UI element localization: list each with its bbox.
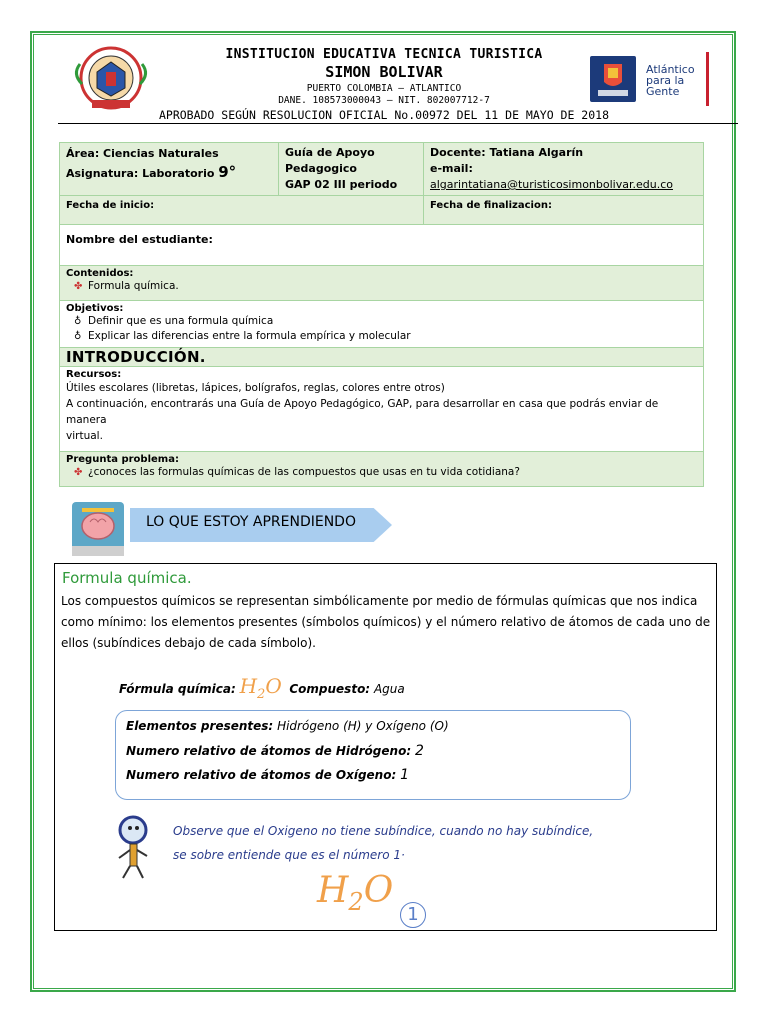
introduccion-heading: INTRODUCCIÓN. [66,348,206,366]
hidrogeno-value: 2 [414,743,424,759]
formula-title: Formula química. [62,569,192,587]
formula-line [119,674,405,702]
banner-text: LO QUE ESTOY APRENDIENDO [146,514,356,530]
info-table [59,142,704,487]
elementos-value: Hidrógeno (H) y Oxígeno (O) [277,719,449,733]
asignatura-label: Asignatura: Laboratorio [66,167,215,180]
gov-text-3: Gente [646,85,680,98]
formula-h2o [239,674,282,702]
government-logo [590,56,710,106]
objetivo-text-1: Definir que es una formula química [88,315,274,327]
pedagogico-label: Pedagogico [285,162,357,175]
bullet-arrows-icon: ✤ [74,467,83,478]
lightbulb-icon: ♁ [74,316,82,327]
compuesto-value: Agua [373,682,405,696]
contenido-text: Formula química. [88,280,179,292]
contenidos-label: Contenidos: [66,268,134,279]
objetivo-item-1 [66,314,697,329]
fecha-inicio-label: Fecha de inicio: [66,200,155,211]
formula-o: O [265,674,282,698]
objetivo-item-2 [66,329,697,344]
area-label: Área: Ciencias Naturales [66,147,219,160]
contenidos-cell [60,266,704,301]
header-school-name: SIMON BOLIVAR [325,63,443,81]
brain-icon [72,502,124,550]
email-label: e-mail: [430,162,473,175]
docente-cell [424,143,704,196]
gov-text-1: Atlántico [646,63,695,76]
formula-sub2: 2 [257,687,266,702]
pregunta-text: ¿conoces las formulas químicas de las compuestos que usas en tu vida cotidiana? [88,466,520,478]
recursos-text-3: virtual. [66,430,103,442]
nombre-cell [60,225,704,266]
objetivos-cell [60,301,704,348]
hidrogeno-label: Numero relativo de átomos de Hidrógeno: [126,744,412,758]
oxigeno-row [126,767,409,783]
formula-paragraph: Los compuestos químicos se representan simbólicamente por medio de fórmulas químicas que nos indica como mínimo: los elementos presentes (símbolos químicos) y el número relativo de átomos de cada uno de ellos (subíndices debajo de cada símbolo). [61,594,711,650]
gov-text-2: para la [646,74,685,87]
fecha-fin-cell [424,196,704,225]
pregunta-item [66,465,697,480]
fecha-inicio-cell [60,196,424,225]
header-location: PUERTO COLOMBIA – ATLANTICO [306,83,462,94]
magnifier-character-icon [115,814,159,884]
observation-line-1: Observe que el Oxigeno no tiene subíndice, cuando no hay subíndice, [173,824,594,838]
big-h2o-formula [317,870,393,916]
nombre-label: Nombre del estudiante: [66,233,213,246]
hidrogeno-row [126,743,424,759]
gap-label: GAP 02 III periodo [285,178,398,191]
recursos-label: Recursos: [66,369,122,380]
circled-subscript-one: 1 [400,902,426,928]
fecha-fin-label: Fecha de finalizacion: [430,200,552,211]
gov-red-bar [706,52,709,106]
objetivos-label: Objetivos: [66,303,124,314]
lightbulb-icon: ♁ [74,331,82,342]
docente-label: Docente: Tatiana Algarín [430,146,584,159]
header-divider [58,123,738,124]
objetivo-text-2: Explicar las diferencias entre la formula empírica y molecular [88,330,411,342]
pregunta-label: Pregunta problema: [66,454,179,465]
guia-cell [279,143,424,196]
area-cell [60,143,279,196]
recursos-text-2: A continuación, encontrarás una Guía de Apoyo Pedagógico, GAP, para desarrollar en casa que podrás enviar de manera [66,398,659,426]
header-institution: INSTITUCION EDUCATIVA TECNICA TURISTICA [225,47,543,62]
header-dane-nit: DANE. 108573000043 – NIT. 802007712-7 [278,95,490,106]
government-shield-icon [590,56,636,102]
formula-box [54,563,717,931]
introduccion-cell [60,348,704,367]
bullet-arrows-icon: ✤ [74,281,83,292]
grado-label: 9° [218,163,237,181]
observation-line-2: se sobre entiende que es el número 1· [173,848,405,862]
formula-h: H [239,674,258,698]
section-banner [72,500,392,556]
formula-label: Fórmula química: [119,682,236,696]
email-link[interactable]: algarintatiana@turisticosimonbolivar.edu.co [430,178,673,191]
big-sub2: 2 [348,888,364,917]
compuesto-label: Compuesto: [289,682,371,696]
guia-label: Guía de Apoyo [285,146,375,159]
recursos-text-1: Útiles escolares (libretas, lápices, bolígrafos, reglas, colores entre otros) [66,382,445,394]
oxigeno-label: Numero relativo de átomos de Oxígeno: [126,768,397,782]
pregunta-cell [60,452,704,487]
oxigeno-value: 1 [400,767,410,783]
elements-box [115,710,631,800]
elementos-label: Elementos presentes: [126,719,274,733]
elementos-row [126,719,449,733]
recursos-cell [60,367,704,452]
banner-icon-shadow [72,546,124,556]
header-resolution: APROBADO SEGÚN RESOLUCION OFICIAL No.00972 DEL 11 DE MAYO DE 2018 [158,108,610,122]
big-o: O [363,870,394,911]
asignatura-row [66,163,272,183]
big-h: H [317,870,349,911]
observation-text [173,819,593,867]
contenido-item [66,279,697,294]
